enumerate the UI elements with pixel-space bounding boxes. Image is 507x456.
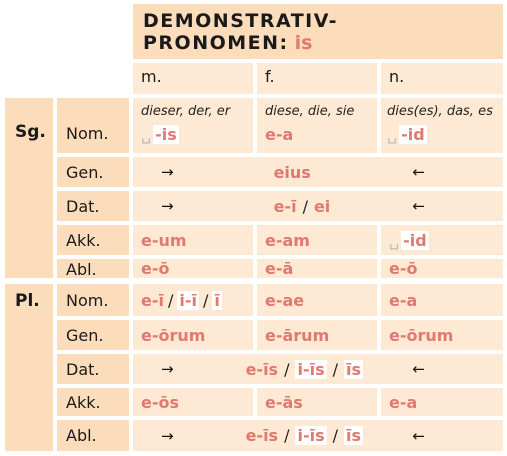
- gloss-f: diese, die, sie: [265, 104, 355, 119]
- cell-pl-gen-f: e-ārum: [257, 320, 377, 350]
- cell-sg-akk-n: ␣ -id: [381, 225, 503, 255]
- form-sg-gen: eius: [273, 162, 311, 182]
- arrow-left-icon: ←: [412, 163, 425, 181]
- header-feminine: f.: [257, 63, 377, 94]
- cell-sg-nom-m: dieser, der, er ␣ -is: [133, 98, 253, 153]
- arrow-right-icon: →: [161, 426, 174, 445]
- cell-pl-akk-m: e-ōs: [133, 388, 253, 416]
- gloss-m: dieser, der, er: [141, 104, 231, 119]
- case-pl-akk: Akk.: [57, 388, 129, 416]
- case-sg-dat: Dat.: [57, 191, 129, 221]
- title-line-1: DEMONSTRATIV-: [143, 10, 338, 32]
- table-title: [133, 4, 503, 59]
- pronoun-is: is: [294, 32, 313, 54]
- row-sg-gen: [133, 157, 503, 187]
- cell-sg-abl-f: e-ā: [257, 259, 377, 278]
- form-sg-dat-1: e-ī: [273, 196, 297, 216]
- header-neuter: n.: [381, 63, 503, 94]
- case-sg-nom: Nom.: [57, 98, 129, 153]
- gloss-n: dies(es), das, es: [387, 104, 493, 119]
- title-line-2: PRONOMEN: is: [143, 32, 313, 54]
- form-sg-nom-m: -is: [155, 125, 177, 144]
- arrow-left-icon: ←: [412, 426, 425, 445]
- case-pl-gen: Gen.: [57, 320, 129, 350]
- case-sg-abl: Abl.: [57, 259, 129, 278]
- cell-pl-gen-n: e-ōrum: [381, 320, 503, 350]
- case-sg-gen: Gen.: [57, 157, 129, 187]
- cell-pl-nom-m: e-ī / i-ī / ī: [133, 284, 253, 316]
- form-sg-dat-2: ei: [313, 196, 331, 216]
- header-masculine: m.: [133, 63, 253, 94]
- form-sg-nom-n: -id: [401, 125, 425, 144]
- row-pl-abl: → e-īs / i-īs / īs ←: [133, 420, 503, 451]
- row-pl-dat: → e-īs / i-īs / īs ←: [133, 354, 503, 384]
- cell-sg-akk-f: e-am: [257, 225, 377, 255]
- arrow-right-icon: →: [161, 197, 174, 215]
- cell-sg-abl-m: e-ō: [133, 259, 253, 278]
- cell-sg-abl-n: e-ō: [381, 259, 503, 278]
- arrow-right-icon: →: [161, 163, 174, 181]
- case-pl-nom: Nom.: [57, 284, 129, 316]
- cell-sg-nom-f: [257, 98, 377, 153]
- case-pl-abl: Abl.: [57, 420, 129, 451]
- cell-pl-akk-f: e-ās: [257, 388, 377, 416]
- row-sg-dat: → e-ī / ei ←: [133, 191, 503, 221]
- case-sg-akk: Akk.: [57, 225, 129, 255]
- arrow-right-icon: →: [161, 360, 174, 378]
- cell-sg-nom-n: dies(es), das, es ␣ -id: [381, 98, 503, 153]
- number-plural: Pl.: [5, 284, 53, 451]
- arrow-left-icon: ←: [412, 197, 425, 215]
- arrow-left-icon: ←: [412, 360, 425, 378]
- number-singular: Sg.: [5, 98, 53, 278]
- cell-pl-gen-m: e-ōrum: [133, 320, 253, 350]
- form-sg-nom-f: e-a: [265, 125, 294, 144]
- cell-pl-nom-n: e-a: [381, 284, 503, 316]
- case-pl-dat: Dat.: [57, 354, 129, 384]
- cell-pl-nom-f: e-ae: [257, 284, 377, 316]
- cell-pl-akk-n: e-a: [381, 388, 503, 416]
- cell-sg-akk-m: e-um: [133, 225, 253, 255]
